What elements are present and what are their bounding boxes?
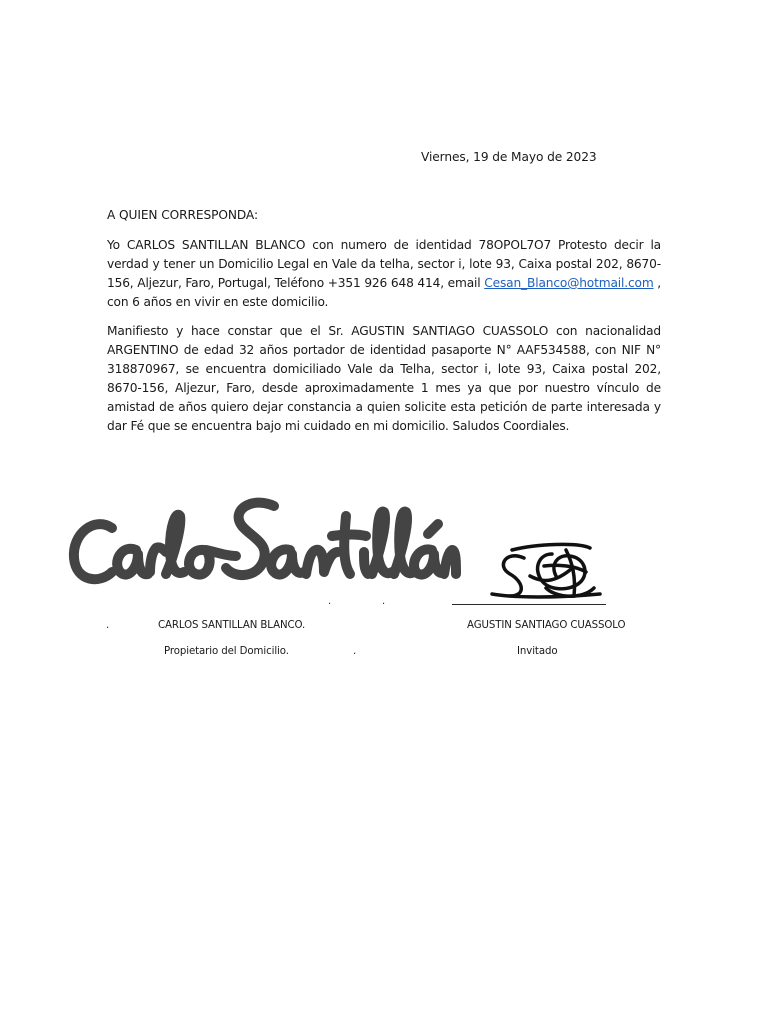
guest-role: Invitado — [517, 646, 558, 657]
separator-dot: . — [328, 596, 332, 607]
owner-signature — [66, 486, 462, 598]
paragraph-declaration — [107, 236, 661, 312]
salutation: A QUIEN CORRESPONDA: — [107, 208, 258, 222]
paragraph-declaration-start: Yo CARLOS SANTILLAN BLANCO con numero de identidad 78OPOL7O7 Protesto decir la verdad y tener un Domicilio Legal en Vale da telha, sector i, lote 93, Caixa postal 202, 8670-156, Aljezur, Faro, Portugal, Teléfono +351 926 648 414, email — [107, 238, 661, 290]
owner-name: CARLOS SANTILLAN BLANCO. — [158, 620, 306, 631]
guest-signature — [486, 536, 612, 608]
separator-dot: . — [353, 646, 357, 657]
paragraph-statement: Manifiesto y hace constar que el Sr. AGUSTIN SANTIAGO CUASSOLO con nacionalidad ARGENTINO de edad 32 años portador de identidad pasaporte N° AAF534588, con NIF N° 318870967, se encuentra domiciliado Vale da Telha, sector i, lote 93, Caixa postal 202, 8670-156, Aljezur, Faro, desde aproximadamente 1 mes ya que por nuestro vínculo de amistad de años quiero dejar constancia a quien solicite esta petición de parte interesada y dar Fé que se encuentra bajo mi cuidado en mi domicilio. Saludos Coordiales. — [107, 324, 661, 433]
signature-line — [452, 604, 606, 605]
paragraph-declaration-end: , con 6 años en vivir en este domicilio. — [107, 276, 662, 309]
letter-date: Viernes, 19 de Mayo de 2023 — [421, 150, 597, 164]
separator-dot: . — [106, 620, 110, 631]
guest-name: AGUSTIN SANTIAGO CUASSOLO — [467, 620, 626, 631]
separator-dot: . — [382, 596, 386, 607]
email-link[interactable]: Cesan_Blanco@hotmail.com — [484, 276, 654, 290]
owner-role: Propietario del Domicilio. — [164, 646, 289, 657]
